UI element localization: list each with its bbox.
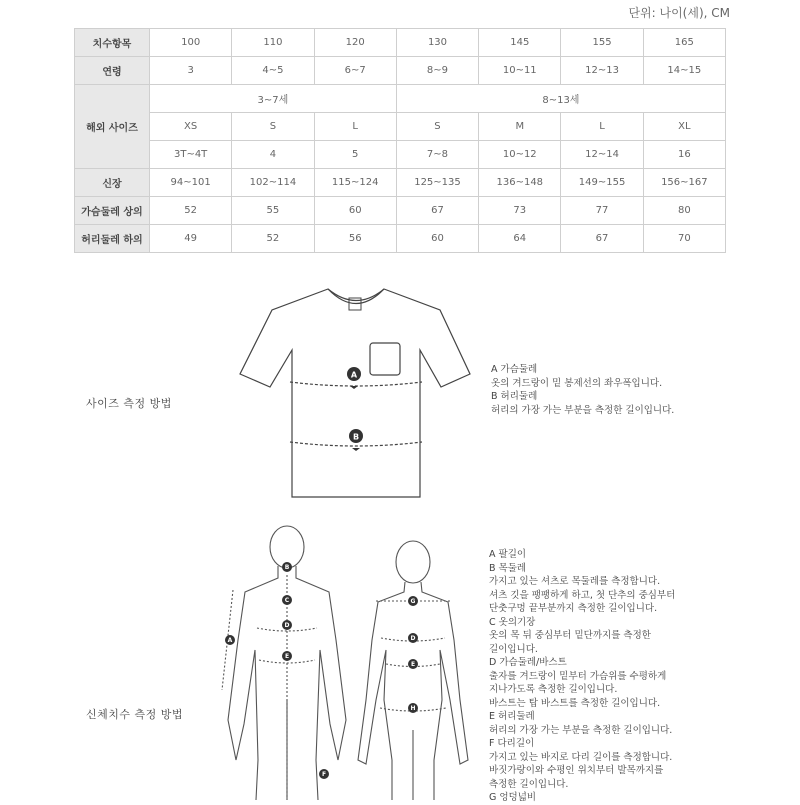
table-cell: 80 xyxy=(643,197,725,225)
note-line: 옷의 겨드랑이 밑 봉제선의 좌우폭입니다. xyxy=(491,377,663,389)
table-cell: 115~124 xyxy=(314,169,396,197)
note-line: 단춧구멍 끝부분까지 측정한 길이입니다. xyxy=(489,603,658,614)
note-line: 지나가도록 측정한 길이입니다. xyxy=(489,684,618,695)
body-marker-b xyxy=(282,562,292,572)
marker-letter: D xyxy=(410,635,416,642)
marker-letter: H xyxy=(410,705,416,712)
table-cell: 165 xyxy=(643,29,725,57)
table-cell: 55 xyxy=(232,197,314,225)
table-cell: 110 xyxy=(232,29,314,57)
table-cell: 64 xyxy=(479,225,561,253)
table-cell: 3~7세 xyxy=(150,85,397,113)
table-cell: 10~12 xyxy=(479,141,561,169)
note-line: A 가슴둘레 xyxy=(491,364,538,375)
table-cell: 12~13 xyxy=(561,57,643,85)
row-header: 연령 xyxy=(75,57,150,85)
table-cell: L xyxy=(314,113,396,141)
note-line: F 다리길이 xyxy=(489,738,535,749)
marker-letter: D xyxy=(284,622,290,629)
table-cell: 94~101 xyxy=(150,169,232,197)
row-header: 허리둘레 하의 xyxy=(75,225,150,253)
table-cell: 52 xyxy=(150,197,232,225)
table-cell: 130 xyxy=(396,29,478,57)
table-cell: 56 xyxy=(314,225,396,253)
row-header: 가슴둘레 상의 xyxy=(75,197,150,225)
note-line: B 목둘레 xyxy=(489,562,527,574)
table-cell: 145 xyxy=(479,29,561,57)
table-cell: 67 xyxy=(561,225,643,253)
table-cell: S xyxy=(396,113,478,141)
table-cell: 8~9 xyxy=(396,57,478,85)
note-line: E 허리둘레 xyxy=(489,711,535,722)
note-line: 길이입니다. xyxy=(489,643,538,655)
table-cell: XL xyxy=(643,113,725,141)
table-cell: 149~155 xyxy=(561,169,643,197)
marker-letter: E xyxy=(410,661,416,668)
female-figure xyxy=(358,541,468,800)
unit-note: 단위: 나이(세), CM xyxy=(628,6,730,20)
table-cell: 4~5 xyxy=(232,57,314,85)
body-marker-d xyxy=(282,620,292,630)
table-cell: 60 xyxy=(314,197,396,225)
marker-letter: E xyxy=(284,653,290,660)
body-marker-h xyxy=(408,703,418,713)
note-line: 옷의 목 뒤 중심부터 밑단까지를 측정한 xyxy=(489,630,651,641)
note-line: 허리의 가장 가는 부분을 측정한 길이입니다. xyxy=(489,724,673,736)
table-cell: 49 xyxy=(150,225,232,253)
table-cell: 16 xyxy=(643,141,725,169)
table-cell: S xyxy=(232,113,314,141)
table-cell: 77 xyxy=(561,197,643,225)
row-header: 신장 xyxy=(75,169,150,197)
table-cell: 73 xyxy=(479,197,561,225)
note-line: B 허리둘레 xyxy=(491,391,538,402)
table-cell: 52 xyxy=(232,225,314,253)
body-marker-g xyxy=(408,596,418,606)
table-cell: 10~11 xyxy=(479,57,561,85)
table-cell: 156~167 xyxy=(643,169,725,197)
table-cell: 5 xyxy=(314,141,396,169)
row-header: 해외 사이즈 xyxy=(75,85,150,169)
marker-letter: A xyxy=(350,370,358,380)
table-cell: 155 xyxy=(561,29,643,57)
note-line: 가지고 있는 셔츠로 목둘레를 측정합니다. xyxy=(489,576,661,587)
row-header: 치수항목 xyxy=(75,29,150,57)
table-cell: 60 xyxy=(396,225,478,253)
table-cell: 6~7 xyxy=(314,57,396,85)
note-line: C 옷의기장 xyxy=(489,616,536,628)
table-cell: 4 xyxy=(232,141,314,169)
note-line: 출자를 겨드랑이 밑부터 가슴위를 수평하게 xyxy=(489,670,667,682)
marker-letter: G xyxy=(410,598,416,605)
body-marker-e xyxy=(282,651,292,661)
table-cell: 8~13세 xyxy=(396,85,725,113)
table-cell: 14~15 xyxy=(643,57,725,85)
table-cell: 67 xyxy=(396,197,478,225)
note-line: D 가슴둘레/바스트 xyxy=(489,657,567,668)
note-line: 가지고 있는 바지로 다리 길이를 측정합니다. xyxy=(489,751,673,763)
note-line: 셔츠 깃을 팽팽하게 하고, 첫 단추의 중심부터 xyxy=(489,589,676,601)
marker-letter: B xyxy=(352,432,360,442)
table-cell: XS xyxy=(150,113,232,141)
table-cell: 12~14 xyxy=(561,141,643,169)
table-cell: 120 xyxy=(314,29,396,57)
table-cell: 70 xyxy=(643,225,725,253)
body-marker-a xyxy=(225,635,235,645)
note-line: A 팔길이 xyxy=(489,549,527,560)
marker-letter: C xyxy=(284,597,290,604)
table-cell: L xyxy=(561,113,643,141)
table-cell: 3 xyxy=(150,57,232,85)
note-line: 측정한 길이입니다. xyxy=(489,778,569,790)
note-line: 바스트는 탑 바스트를 측정한 길이입니다. xyxy=(489,697,661,709)
table-cell: 3T~4T xyxy=(150,141,232,169)
body-marker-d-female xyxy=(408,633,418,643)
note-line: 바짓가랑이와 수평인 위치부터 발목까지를 xyxy=(489,765,664,776)
table-cell: 125~135 xyxy=(396,169,478,197)
body-notes xyxy=(489,548,675,805)
table-cell: 7~8 xyxy=(396,141,478,169)
marker-letter: A xyxy=(227,637,233,644)
body-marker-f xyxy=(319,769,329,779)
note-line: G 엉덩넓비 xyxy=(489,792,537,803)
size-method-title: 사이즈 측정 방법 xyxy=(86,397,172,410)
marker-letter: B xyxy=(284,564,290,571)
table-cell: 100 xyxy=(150,29,232,57)
table-cell: 102~114 xyxy=(232,169,314,197)
note-line: 허리의 가장 가는 부분을 측정한 길이입니다. xyxy=(491,404,675,416)
table-cell: 136~148 xyxy=(479,169,561,197)
table-cell: M xyxy=(479,113,561,141)
marker-letter: F xyxy=(321,771,327,778)
body-marker-e-female xyxy=(408,659,418,669)
body-method-title: 신체치수 측정 방법 xyxy=(86,708,184,721)
body-marker-c xyxy=(282,595,292,605)
